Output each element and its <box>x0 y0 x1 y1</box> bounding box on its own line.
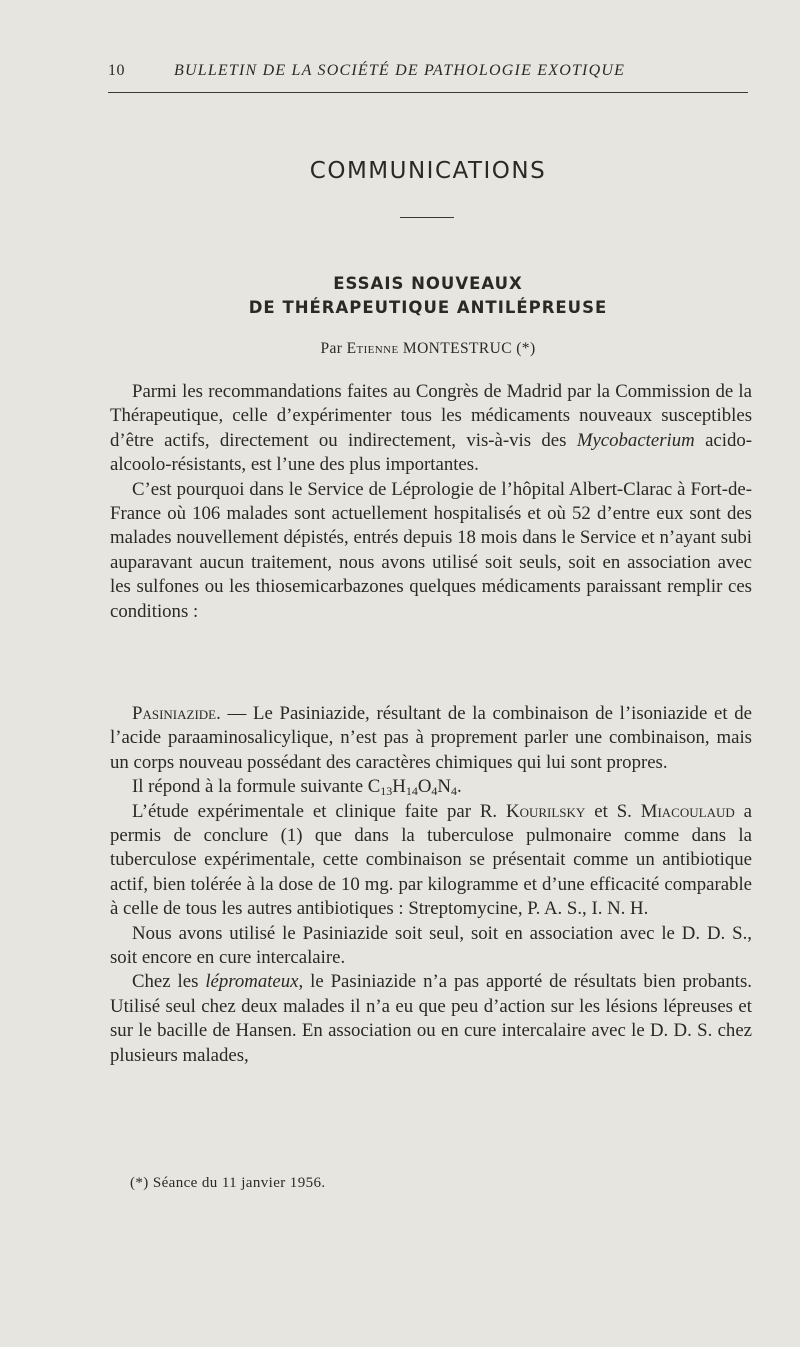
author-last-name: MONTESTRUC <box>402 340 512 357</box>
footnote-mark: (*) <box>516 340 536 357</box>
author-first-name: Etienne <box>346 340 399 357</box>
article-title-line1: ESSAIS NOUVEAUX <box>333 274 523 293</box>
paragraph: L’étude expérimentale et clinique faite par R. Kourilsky et S. Miacoulaud a permis de conclure (1) que dans la tuberculose pulmonaire comme dans la tuberculose expérimentale, cette combinaison se présentait comme un antibiotique actif, bien tolérée à la dose de 10 mg. par kilogramme et d’une efficacité comparable à celle de tous les autres antibiotiques : Streptomycine, P. A. S., I. N. H. <box>110 800 752 920</box>
paragraph: Parmi les recommandations faites au Congrès de Madrid par la Commission de la Thérapeutique, celle d’expérimenter tous les médicaments nouveaux susceptibles d’être actifs, directement ou indirectement, vis-à-vis des Mycobacterium acido-alcoolo-résistants, est l’une des plus importantes. <box>110 381 752 476</box>
paragraph: C’est pourquoi dans le Service de Léprologie de l’hôpital Albert-Clarac à Fort-de-France où 106 malades sont actuellement hospitalisés et où 52 d’entre eux sont des malades nouvellement dépistés, entrés depuis 18 mois dans le Service et n’ayant subi auparavant aucun traitement, nous avons utilisé soit seuls, soit en association avec les sulfones ou les thiosemicarbazones quelques médicaments paraissant remplir ces conditions : <box>110 478 752 622</box>
italic-term: lépromateux <box>205 971 299 993</box>
byline <box>108 340 748 358</box>
page-number: 10 <box>108 62 125 79</box>
paragraph: Nous avons utilisé le Pasiniazide soit seul, soit en association avec le D. D. S., soit encore en cure intercalaire. <box>110 922 752 969</box>
header-rule <box>108 92 748 93</box>
chemical-formula: $C_{13}H_{14}O_4N_4$. <box>367 776 462 799</box>
section-divider <box>400 217 454 218</box>
author-name: Miacoulaud <box>640 800 735 822</box>
section-heading: COMMUNICATIONS <box>309 158 547 184</box>
article-title-line2: DE THÉRAPEUTIQUE ANTILÉPREUSE <box>248 298 608 317</box>
formula-paragraph: Il répond à la formule suivante $C_{13}H_{14}O_4N_4$. <box>132 776 462 799</box>
article-body-intro <box>110 380 752 624</box>
article-title <box>108 272 748 320</box>
paragraph: Pasiniazide. — Le Pasiniazide, résultant de la combinaison de l’isoniazide et de l’acide paraaminosalicylique, n’est pas à proprement parler une combinaison, mais un corps nouveau possédant des caractères chimiques qui lui sont propres. <box>110 703 752 773</box>
drug-heading: Pasiniazide. <box>132 703 221 724</box>
article-body-pasiniazide <box>110 702 752 1068</box>
footnote: (*) Séance du 11 janvier 1956. <box>130 1175 326 1191</box>
journal-title: BULLETIN DE LA SOCIÉTÉ DE PATHOLOGIE EXOTIQUE <box>174 62 626 79</box>
italic-term: Mycobacterium <box>576 429 695 451</box>
paragraph: Chez les lépromateux, le Pasiniazide n’a pas apporté de résultats bien probants. Utilisé seul chez deux malades il n’a eu que peu d’action sur les lésions lépreuses et sur le bacille de Hansen. En association ou en cure intercalaire avec le D. D. S. chez plusieurs malades, <box>110 971 752 1066</box>
running-header <box>108 62 750 80</box>
byline-prefix: Par <box>320 340 343 357</box>
author-name: Kourilsky <box>506 800 586 822</box>
